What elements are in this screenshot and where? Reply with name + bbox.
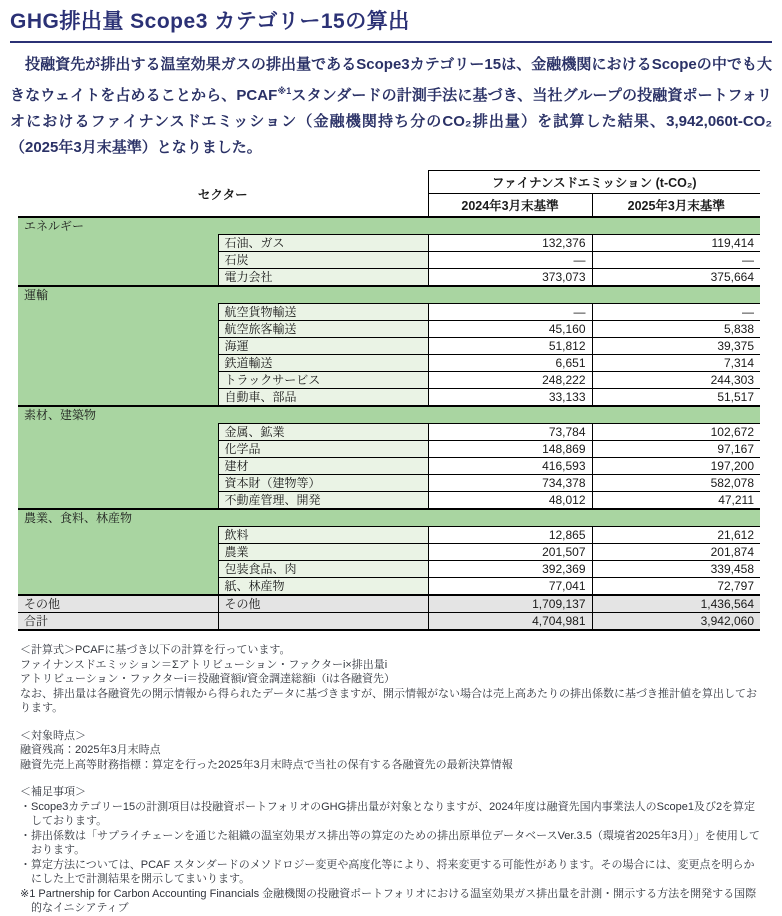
note-supplement-line: ・排出係数は「サプライチェーンを通じた組織の温室効果ガス排出等の算定のための排出原単位データベースVer.3.5（環境省2025年3月）」を使用しております。 xyxy=(20,829,760,857)
sector-sub-row xyxy=(18,458,760,475)
note-supplement-line: ※1 Partnership for Carbon Accounting Financials 金融機関の投融資ポートフォリオにおける温室効果ガス排出量を計測・開示する方法を開発する国際的なイニシアティブ xyxy=(20,887,757,915)
sector-sub-row xyxy=(18,544,760,561)
subsector-label: 海運 xyxy=(218,338,428,355)
other-value-2025: 1,436,564 xyxy=(592,595,760,613)
value-2024: 148,869 xyxy=(428,441,592,458)
subsector-label: 飲料 xyxy=(218,527,428,544)
value-2024: — xyxy=(428,252,592,269)
value-2025: 97,167 xyxy=(592,441,760,458)
other-value-2024: 1,709,137 xyxy=(428,595,592,613)
sector-column-header: セクター xyxy=(197,187,248,202)
value-2025: — xyxy=(592,304,760,321)
group-column-spacer xyxy=(18,269,218,287)
subsector-label: 石油、ガス xyxy=(218,235,428,252)
sector-group-label: 運輸 xyxy=(18,286,760,304)
value-2025: 7,314 xyxy=(592,355,760,372)
value-2024: 6,651 xyxy=(428,355,592,372)
group-column-spacer xyxy=(18,492,218,510)
group-column-spacer xyxy=(18,475,218,492)
total-value-2024: 4,704,981 xyxy=(428,613,592,631)
group-column-spacer xyxy=(18,372,218,389)
sector-sub-row xyxy=(18,475,760,492)
subsector-label: 鉄道輸送 xyxy=(218,355,428,372)
subsector-label: 石炭 xyxy=(218,252,428,269)
subsector-label: 不動産管理、開発 xyxy=(218,492,428,510)
footnotes xyxy=(20,643,762,916)
group-column-spacer xyxy=(18,424,218,441)
value-2024: 77,041 xyxy=(428,578,592,596)
note-timing-lines xyxy=(20,743,762,772)
total-label: 合計 xyxy=(18,613,218,631)
value-2024: 392,369 xyxy=(428,561,592,578)
value-2024: 45,160 xyxy=(428,321,592,338)
subsector-label: 航空貨物輸送 xyxy=(218,304,428,321)
value-2024: 33,133 xyxy=(428,389,592,407)
note-timing-heading: ＜対象時点＞ xyxy=(20,729,86,742)
sector-sub-row xyxy=(18,492,760,510)
group-column-spacer xyxy=(18,561,218,578)
sector-group-row xyxy=(18,509,760,527)
note-calc-line: なお、排出量は各融資先の開示情報から得られたデータに基づきますが、開示情報がない場合は売上高あたりの排出係数に基づき推計値を算出しております。 xyxy=(20,687,757,715)
sector-sub-row xyxy=(18,527,760,544)
value-2024: — xyxy=(428,304,592,321)
group-column-spacer xyxy=(18,338,218,355)
note-supplement-heading: ＜補足事項＞ xyxy=(20,786,86,799)
note-supplement-line: ・算定方法については、PCAF スタンダードのメソドロジー変更や高度化等により、将来変更する可能性があります。その場合には、変更点を明らかにした上で計測結果を開示してまいります。 xyxy=(20,858,755,886)
total-row xyxy=(18,613,760,631)
sector-group-row xyxy=(18,286,760,304)
note-timing-line: 融資先売上高等財務指標：算定を行った2025年3月末時点で当社の保有する各融資先の最新決算情報 xyxy=(20,758,513,771)
column-header-2025: 2025年3月末基準 xyxy=(592,194,760,218)
sector-group-label: 農業、食料、林産物 xyxy=(18,509,760,527)
value-2025: 375,664 xyxy=(592,269,760,287)
financed-emissions-header: ファイナンスドエミッション (t-CO₂) xyxy=(428,171,760,194)
table-header-row-1 xyxy=(18,171,760,194)
subsector-label: 電力会社 xyxy=(218,269,428,287)
group-column-spacer xyxy=(18,355,218,372)
other-row xyxy=(18,595,760,613)
sector-sub-row xyxy=(18,304,760,321)
sector-table-body xyxy=(18,217,760,595)
subsector-label: 自動車、部品 xyxy=(218,389,428,407)
intro-text-mid: スタンダードの計測手法に基づき、当社グループの投融資ポートフォリオにおけるファイナンスドエミッション（金融機関持ち分のCO₂排出量）を試算した結果、 xyxy=(10,87,773,131)
value-2024: 132,376 xyxy=(428,235,592,252)
value-2024: 48,012 xyxy=(428,492,592,510)
subsector-label: 化学品 xyxy=(218,441,428,458)
sector-sub-row xyxy=(18,338,760,355)
subsector-label: トラックサービス xyxy=(218,372,428,389)
value-2025: 5,838 xyxy=(592,321,760,338)
note-calc-line: ファイナンスドエミッション＝Σアトリビューション・ファクターi×排出量i xyxy=(20,658,388,671)
subsector-label: 農業 xyxy=(218,544,428,561)
value-2024: 416,593 xyxy=(428,458,592,475)
sector-sub-row xyxy=(18,372,760,389)
subsector-label: 包装食品、肉 xyxy=(218,561,428,578)
summary-rows xyxy=(18,595,760,630)
sector-group-row xyxy=(18,217,760,235)
subsector-label: 資本財（建物等） xyxy=(218,475,428,492)
value-2025: 51,517 xyxy=(592,389,760,407)
total-value-2025: 3,942,060 xyxy=(592,613,760,631)
note-timing xyxy=(20,729,762,773)
group-column-spacer xyxy=(18,235,218,252)
sector-sub-row xyxy=(18,424,760,441)
value-2025: 102,672 xyxy=(592,424,760,441)
group-column-spacer xyxy=(18,578,218,596)
value-2025: 244,303 xyxy=(592,372,760,389)
sector-sub-row xyxy=(18,269,760,287)
group-column-spacer xyxy=(18,304,218,321)
value-2024: 51,812 xyxy=(428,338,592,355)
note-calc-heading: ＜計算式＞PCAFに基づき以下の計算を行っています。 xyxy=(20,644,291,657)
group-column-spacer xyxy=(18,441,218,458)
other-subsector-label: その他 xyxy=(218,595,428,613)
subsector-label: 航空旅客輸送 xyxy=(218,321,428,338)
note-calc-lines xyxy=(20,658,762,716)
note-calc-line: アトリビューション・ファクターi＝投融資額i/資金調達総額i（iは各融資先） xyxy=(20,673,395,686)
total-subsector-blank xyxy=(218,613,428,631)
value-2025: 119,414 xyxy=(592,235,760,252)
group-column-spacer xyxy=(18,544,218,561)
note-calc-formula xyxy=(20,643,762,716)
sector-sub-row xyxy=(18,561,760,578)
value-2024: 201,507 xyxy=(428,544,592,561)
value-2025: 339,458 xyxy=(592,561,760,578)
group-column-spacer xyxy=(18,458,218,475)
group-column-spacer xyxy=(18,389,218,407)
footnote-marker: ※1 xyxy=(277,86,292,97)
financed-emissions-table xyxy=(18,170,760,631)
subsector-label: 建材 xyxy=(218,458,428,475)
table-header xyxy=(18,171,760,218)
title-underline xyxy=(10,41,772,43)
sector-sub-row xyxy=(18,321,760,338)
intro-paragraph xyxy=(10,52,772,161)
subsector-label: 金属、鉱業 xyxy=(218,424,428,441)
group-column-spacer xyxy=(18,527,218,544)
sector-sub-row xyxy=(18,578,760,596)
value-2024: 248,222 xyxy=(428,372,592,389)
sector-sub-row xyxy=(18,441,760,458)
value-2025: 197,200 xyxy=(592,458,760,475)
sector-group-row xyxy=(18,406,760,424)
value-2025: — xyxy=(592,252,760,269)
value-2024: 12,865 xyxy=(428,527,592,544)
value-2025: 21,612 xyxy=(592,527,760,544)
sector-group-label: エネルギー xyxy=(18,217,760,235)
sector-sub-row xyxy=(18,355,760,372)
other-group-label: その他 xyxy=(18,595,218,613)
value-2025: 72,797 xyxy=(592,578,760,596)
note-supplement xyxy=(20,785,762,916)
value-2025: 39,375 xyxy=(592,338,760,355)
sector-sub-row xyxy=(18,389,760,407)
value-2024: 734,378 xyxy=(428,475,592,492)
intro-emission-total: 3,942,060t-CO₂ xyxy=(666,113,772,131)
intro-text-before: 投融資先が排出する温室効果ガスの排出量であるScope3カテゴリー15は、金融機関におけるScopeの中でも大きなウェイトを占めることから、PCAF xyxy=(10,56,772,105)
group-column-spacer xyxy=(18,321,218,338)
group-column-spacer xyxy=(18,252,218,269)
sector-sub-row xyxy=(18,252,760,269)
value-2024: 373,073 xyxy=(428,269,592,287)
column-header-2024: 2024年3月末基準 xyxy=(428,194,592,218)
value-2025: 47,211 xyxy=(592,492,760,510)
note-timing-line: 融資残高：2025年3月末時点 xyxy=(20,744,161,757)
note-supplement-lines xyxy=(20,800,762,916)
value-2025: 582,078 xyxy=(592,475,760,492)
note-supplement-line: ・Scope3カテゴリー15の計測項目は投融資ポートフォリオのGHG排出量が対象となりますが、2024年度は融資先国内事業法人のScope1及び2を算定しております。 xyxy=(20,800,756,828)
value-2024: 73,784 xyxy=(428,424,592,441)
page-title: GHG排出量 Scope3 カテゴリー15の算出 xyxy=(10,10,410,33)
value-2025: 201,874 xyxy=(592,544,760,561)
subsector-label: 紙、林産物 xyxy=(218,578,428,596)
sector-sub-row xyxy=(18,235,760,252)
sector-group-label: 素材、建築物 xyxy=(18,406,760,424)
intro-text-tail: （2025年3月末基準）となりました。 xyxy=(10,139,262,157)
